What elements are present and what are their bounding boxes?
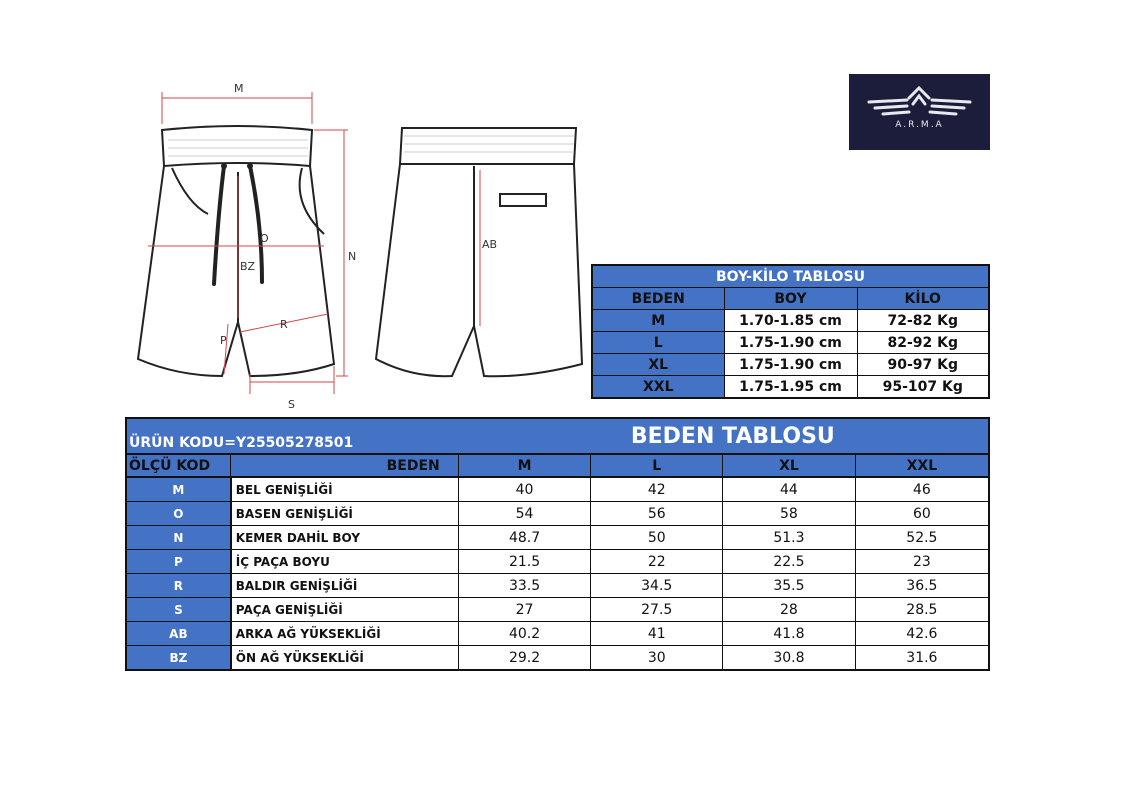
label-ab: AB <box>482 238 498 251</box>
label-p: P <box>220 334 227 347</box>
measure-label: KEMER DAHİL BOY <box>231 526 458 550</box>
label-r: R <box>280 318 288 331</box>
table-row <box>592 332 989 354</box>
value-cell: 52.5 <box>855 526 989 550</box>
size-cell: M <box>592 310 724 332</box>
header-beden: BEDEN <box>231 454 458 477</box>
value-cell: 40.2 <box>458 622 591 646</box>
beden-table <box>125 417 990 671</box>
value-cell: 22.5 <box>723 550 856 574</box>
code-cell: S <box>126 598 231 622</box>
value-cell: 51.3 <box>723 526 856 550</box>
header-olcu-kod: ÖLÇÜ KOD <box>126 454 231 477</box>
value-cell: 48.7 <box>458 526 591 550</box>
value-cell: 23 <box>855 550 989 574</box>
measure-label: ARKA AĞ YÜKSEKLİĞİ <box>231 622 458 646</box>
header-boy: BOY <box>724 288 857 310</box>
label-o: O <box>260 232 269 245</box>
value-cell: 35.5 <box>723 574 856 598</box>
value-cell: 33.5 <box>458 574 591 598</box>
code-cell: P <box>126 550 231 574</box>
label-s: S <box>288 398 295 411</box>
height-cell: 1.75-1.95 cm <box>724 376 857 399</box>
value-cell: 60 <box>855 502 989 526</box>
value-cell: 30 <box>591 646 723 671</box>
label-bz: BZ <box>240 260 256 273</box>
table-row <box>126 646 989 671</box>
table-row <box>126 526 989 550</box>
boy-kilo-table <box>591 264 990 399</box>
height-cell: 1.75-1.90 cm <box>724 332 857 354</box>
code-cell: N <box>126 526 231 550</box>
value-cell: 34.5 <box>591 574 723 598</box>
label-m: M <box>234 82 244 95</box>
weight-cell: 82-92 Kg <box>857 332 989 354</box>
table-row <box>592 376 989 399</box>
code-cell: O <box>126 502 231 526</box>
size-cell: XL <box>592 354 724 376</box>
weight-cell: 90-97 Kg <box>857 354 989 376</box>
table-row <box>126 622 989 646</box>
code-cell: R <box>126 574 231 598</box>
measure-label: BASEN GENİŞLİĞİ <box>231 502 458 526</box>
measure-label: BEL GENİŞLİĞİ <box>231 477 458 502</box>
weight-cell: 95-107 Kg <box>857 376 989 399</box>
label-n: N <box>348 250 357 263</box>
shorts-drawing <box>128 74 584 412</box>
value-cell: 22 <box>591 550 723 574</box>
boy-kilo-title: BOY-KİLO TABLOSU <box>592 265 989 288</box>
table-row <box>126 574 989 598</box>
height-cell: 1.75-1.90 cm <box>724 354 857 376</box>
value-cell: 42.6 <box>855 622 989 646</box>
value-cell: 28.5 <box>855 598 989 622</box>
value-cell: 58 <box>723 502 856 526</box>
table-row <box>592 310 989 332</box>
header-kilo: KİLO <box>857 288 989 310</box>
value-cell: 27 <box>458 598 591 622</box>
value-cell: 44 <box>723 477 856 502</box>
header-size-l: L <box>591 454 723 477</box>
brand-logo <box>849 74 990 150</box>
table-row <box>126 477 989 502</box>
size-cell: XXL <box>592 376 724 399</box>
header-size-m: M <box>458 454 591 477</box>
table-row <box>126 550 989 574</box>
measure-label: ÖN AĞ YÜKSEKLİĞİ <box>231 646 458 671</box>
value-cell: 36.5 <box>855 574 989 598</box>
beden-title: BEDEN TABLOSU <box>591 418 989 454</box>
header-size-xxl: XXL <box>855 454 989 477</box>
wings-logo-icon <box>849 74 990 120</box>
logo-text: A.R.M.A <box>895 120 944 130</box>
product-code: ÜRÜN KODU=Y25505278501 <box>129 435 354 451</box>
measure-label: İÇ PAÇA BOYU <box>231 550 458 574</box>
table-row <box>592 354 989 376</box>
code-cell: M <box>126 477 231 502</box>
measure-label: PAÇA GENİŞLİĞİ <box>231 598 458 622</box>
value-cell: 21.5 <box>458 550 591 574</box>
product-code-cell <box>126 418 591 454</box>
size-cell: L <box>592 332 724 354</box>
value-cell: 40 <box>458 477 591 502</box>
weight-cell: 72-82 Kg <box>857 310 989 332</box>
value-cell: 54 <box>458 502 591 526</box>
height-cell: 1.70-1.85 cm <box>724 310 857 332</box>
value-cell: 28 <box>723 598 856 622</box>
value-cell: 30.8 <box>723 646 856 671</box>
table-row <box>126 502 989 526</box>
shorts-measurement-diagram <box>128 74 584 412</box>
value-cell: 29.2 <box>458 646 591 671</box>
value-cell: 41.8 <box>723 622 856 646</box>
value-cell: 27.5 <box>591 598 723 622</box>
value-cell: 31.6 <box>855 646 989 671</box>
code-cell: BZ <box>126 646 231 671</box>
header-beden: BEDEN <box>592 288 724 310</box>
code-cell: AB <box>126 622 231 646</box>
measure-label: BALDIR GENİŞLİĞİ <box>231 574 458 598</box>
value-cell: 41 <box>591 622 723 646</box>
value-cell: 46 <box>855 477 989 502</box>
value-cell: 50 <box>591 526 723 550</box>
header-size-xl: XL <box>723 454 856 477</box>
value-cell: 56 <box>591 502 723 526</box>
value-cell: 42 <box>591 477 723 502</box>
table-row <box>126 598 989 622</box>
